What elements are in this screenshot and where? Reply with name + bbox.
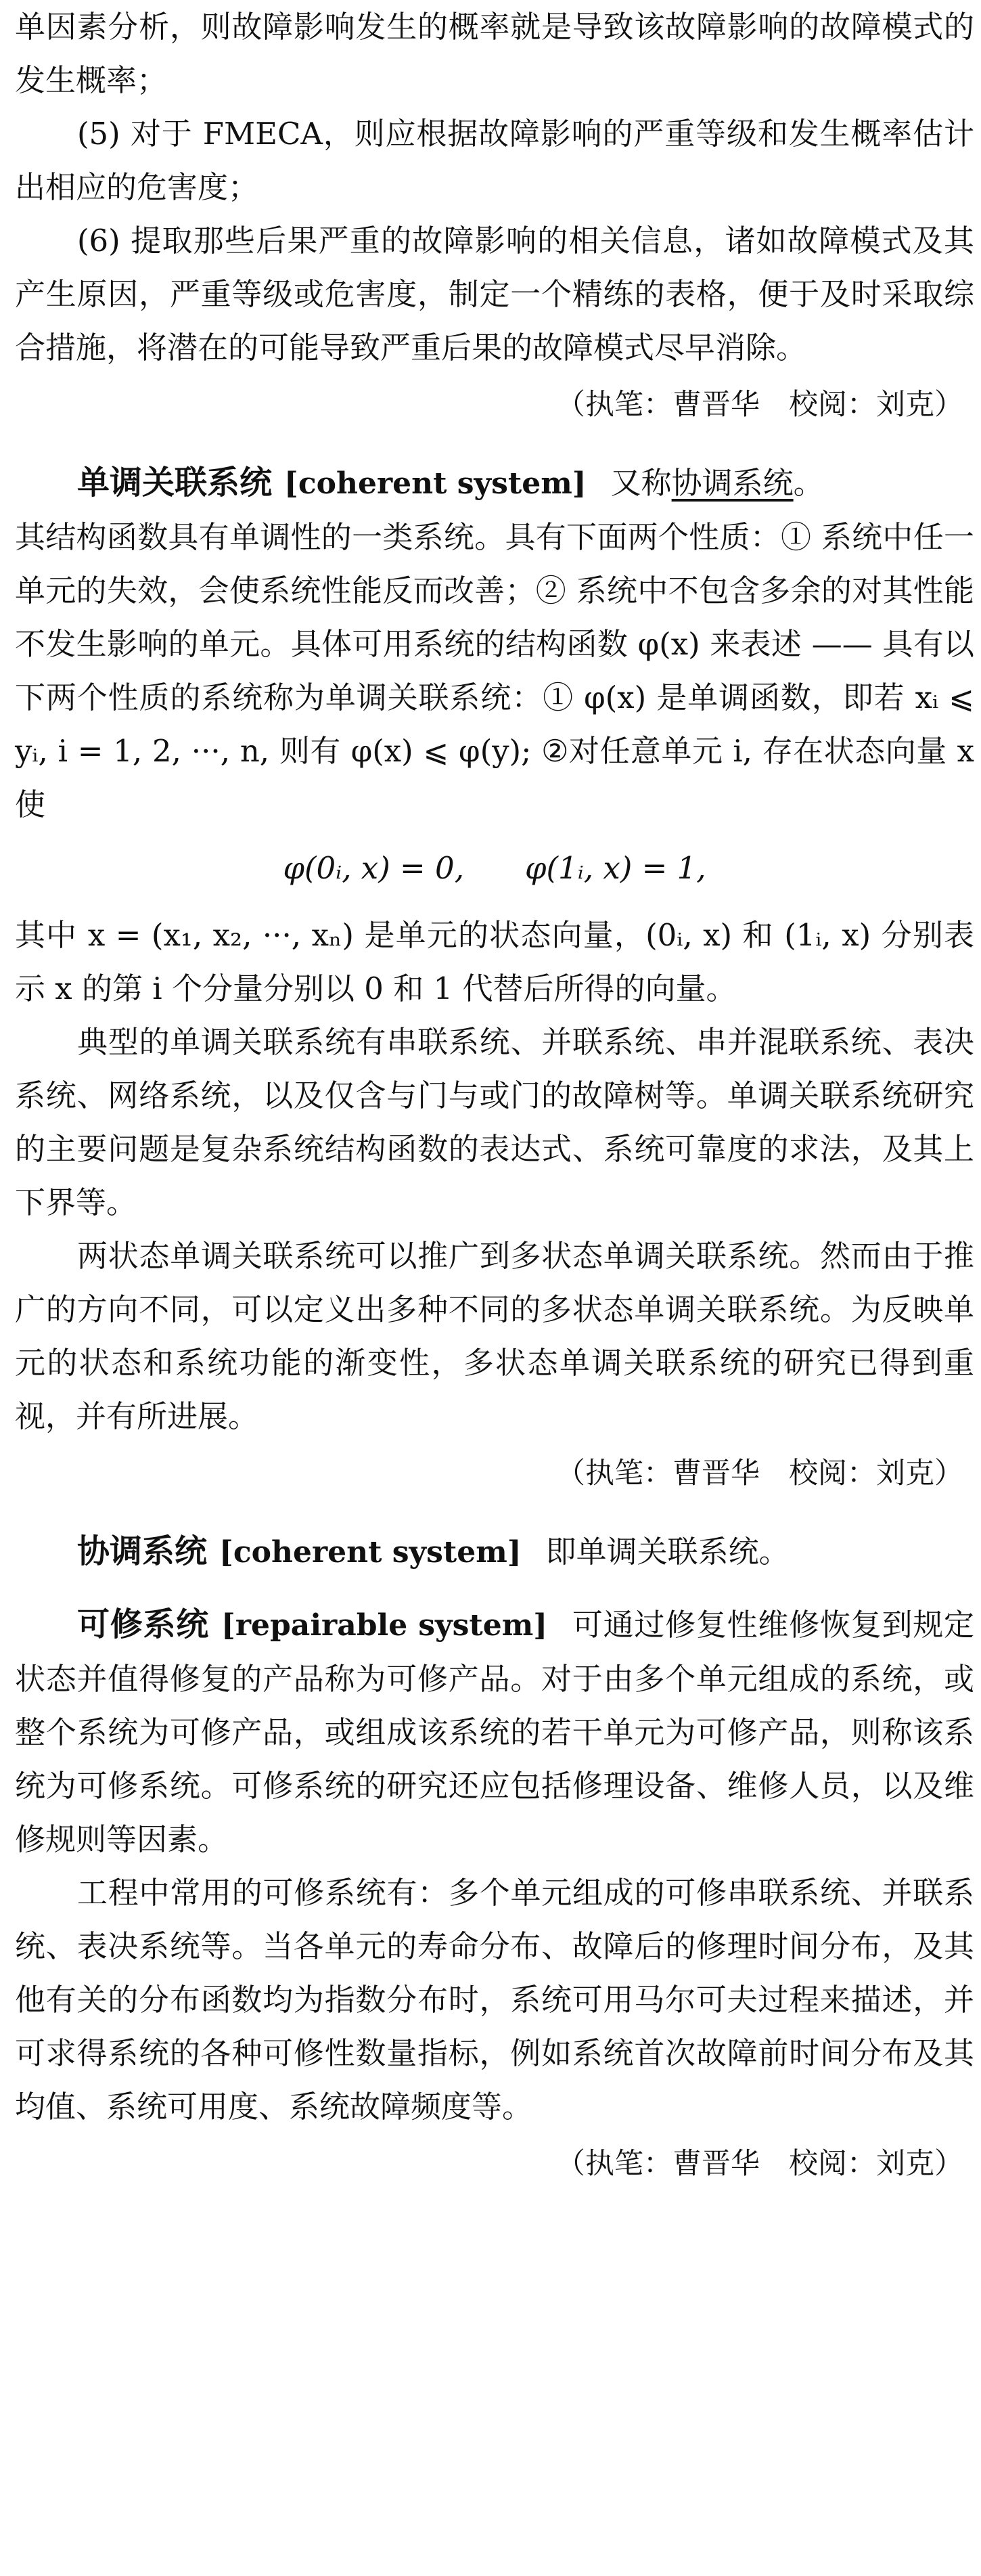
entry-repairable-system [15,1598,974,1866]
entry-xietiao-system [15,1525,974,1579]
paragraph-coherent-multistate: 两状态单调关联系统可以推广到多状态单调关联系统。然而由于推广的方向不同，可以定义出多种不同的多状态单调关联系统。为反映单元的状态和系统功能的渐变性，多状态单调关联系统的研究已得到重视，并有所进展。 [15,1238,974,1434]
paragraph-fmeca-5: (5) 对于 FMECA，则应根据故障影响的严重等级和发生概率估计出相应的危害度； [15,116,974,205]
alias-prefix: 又称 [610,465,672,501]
entry-title-zh: 单调关联系统 [77,464,273,502]
display-formula: φ(0ᵢ, x) = 0, φ(1ᵢ, x) = 1, [283,850,706,886]
paragraph-fmeca-6: (6) 提取那些后果严重的故障影响的相关信息，诸如故障模式及其产生原因，严重等级或危害度，制定一个精练的表格，便于及时采取综合措施，将潜在的可能导致严重后果的故障模式尽早消除。 [15,223,974,365]
entry-body: 即单调关联系统。 [545,1534,790,1570]
entry-title-en: [coherent system] [219,1535,522,1570]
signature-line: （执笔：曹晋华 校阅：刘克） [556,388,963,422]
entry-coherent-system [15,456,974,510]
entry-title-zh: 协调系统 [77,1532,208,1570]
signature-line: （执笔：曹晋华 校阅：刘克） [556,2147,963,2181]
signature-line: （执笔：曹晋华 校阅：刘克） [556,1457,963,1490]
entry-title-en: [repairable system] [221,1608,548,1643]
paragraph-fmeca-1: 单因素分析，则故障影响发生的概率就是导致该故障影响的故障模式的发生概率； [15,9,974,98]
paragraph-coherent-state-vector: 其中 x = (x₁, x₂, ···, xₙ) 是单元的状态向量，(0ᵢ, x) 和 (1ᵢ, x) 分别表示 x 的第 i 个分量分别以 0 和 1 代替后所得的向量。 [15,917,974,1006]
paragraph-coherent-definition: 其结构函数具有单调性的一类系统。具有下面两个性质：① 系统中任一单元的失效，会使系统性能反而改善；② 系统中不包含多余的对其性能不发生影响的单元。具体可用系统的结构函数 φ(x) 来表述 —— 具有以下两个性质的系统称为单调关联系统：① φ(x) 是单调函数，即若 xᵢ ⩽ yᵢ, i = 1, 2, ···, n, 则有 φ(x) ⩽ φ(y); ②对任意单元 i, 存在状态向量 x 使 [15,519,974,822]
alias-link[interactable]: 协调系统 [671,465,794,501]
entry-title-en: [coherent system] [284,466,587,501]
alias-suffix: 。 [793,465,824,501]
paragraph-coherent-typical: 典型的单调关联系统有串联系统、并联系统、串并混联系统、表决系统、网络系统，以及仅含与门与或门的故障树等。单调关联系统研究的主要问题是复杂系统结构函数的表达式、系统可靠度的求法，及其上下界等。 [15,1024,974,1220]
entry-body: 可通过修复性维修恢复到规定状态并值得修复的产品称为可修产品。对于由多个单元组成的系统，或整个系统为可修产品，或组成该系统的若干单元为可修产品，则称该系统为可修系统。可修系统的研究还应包括修理设备、维修人员，以及维修规则等因素。 [15,1607,974,1857]
paragraph-repairable-engineering: 工程中常用的可修系统有：多个单元组成的可修串联系统、并联系统、表决系统等。当各单元的寿命分布、故障后的修理时间分布，及其他有关的分布函数均为指数分布时，系统可用马尔可夫过程来描述，并可求得系统的各种可修性数量指标，例如系统首次故障前时间分布及其均值、系统可用度、系统故障频度等。 [15,1875,974,2125]
entry-title-zh: 可修系统 [77,1605,210,1643]
spacer [15,1579,974,1598]
